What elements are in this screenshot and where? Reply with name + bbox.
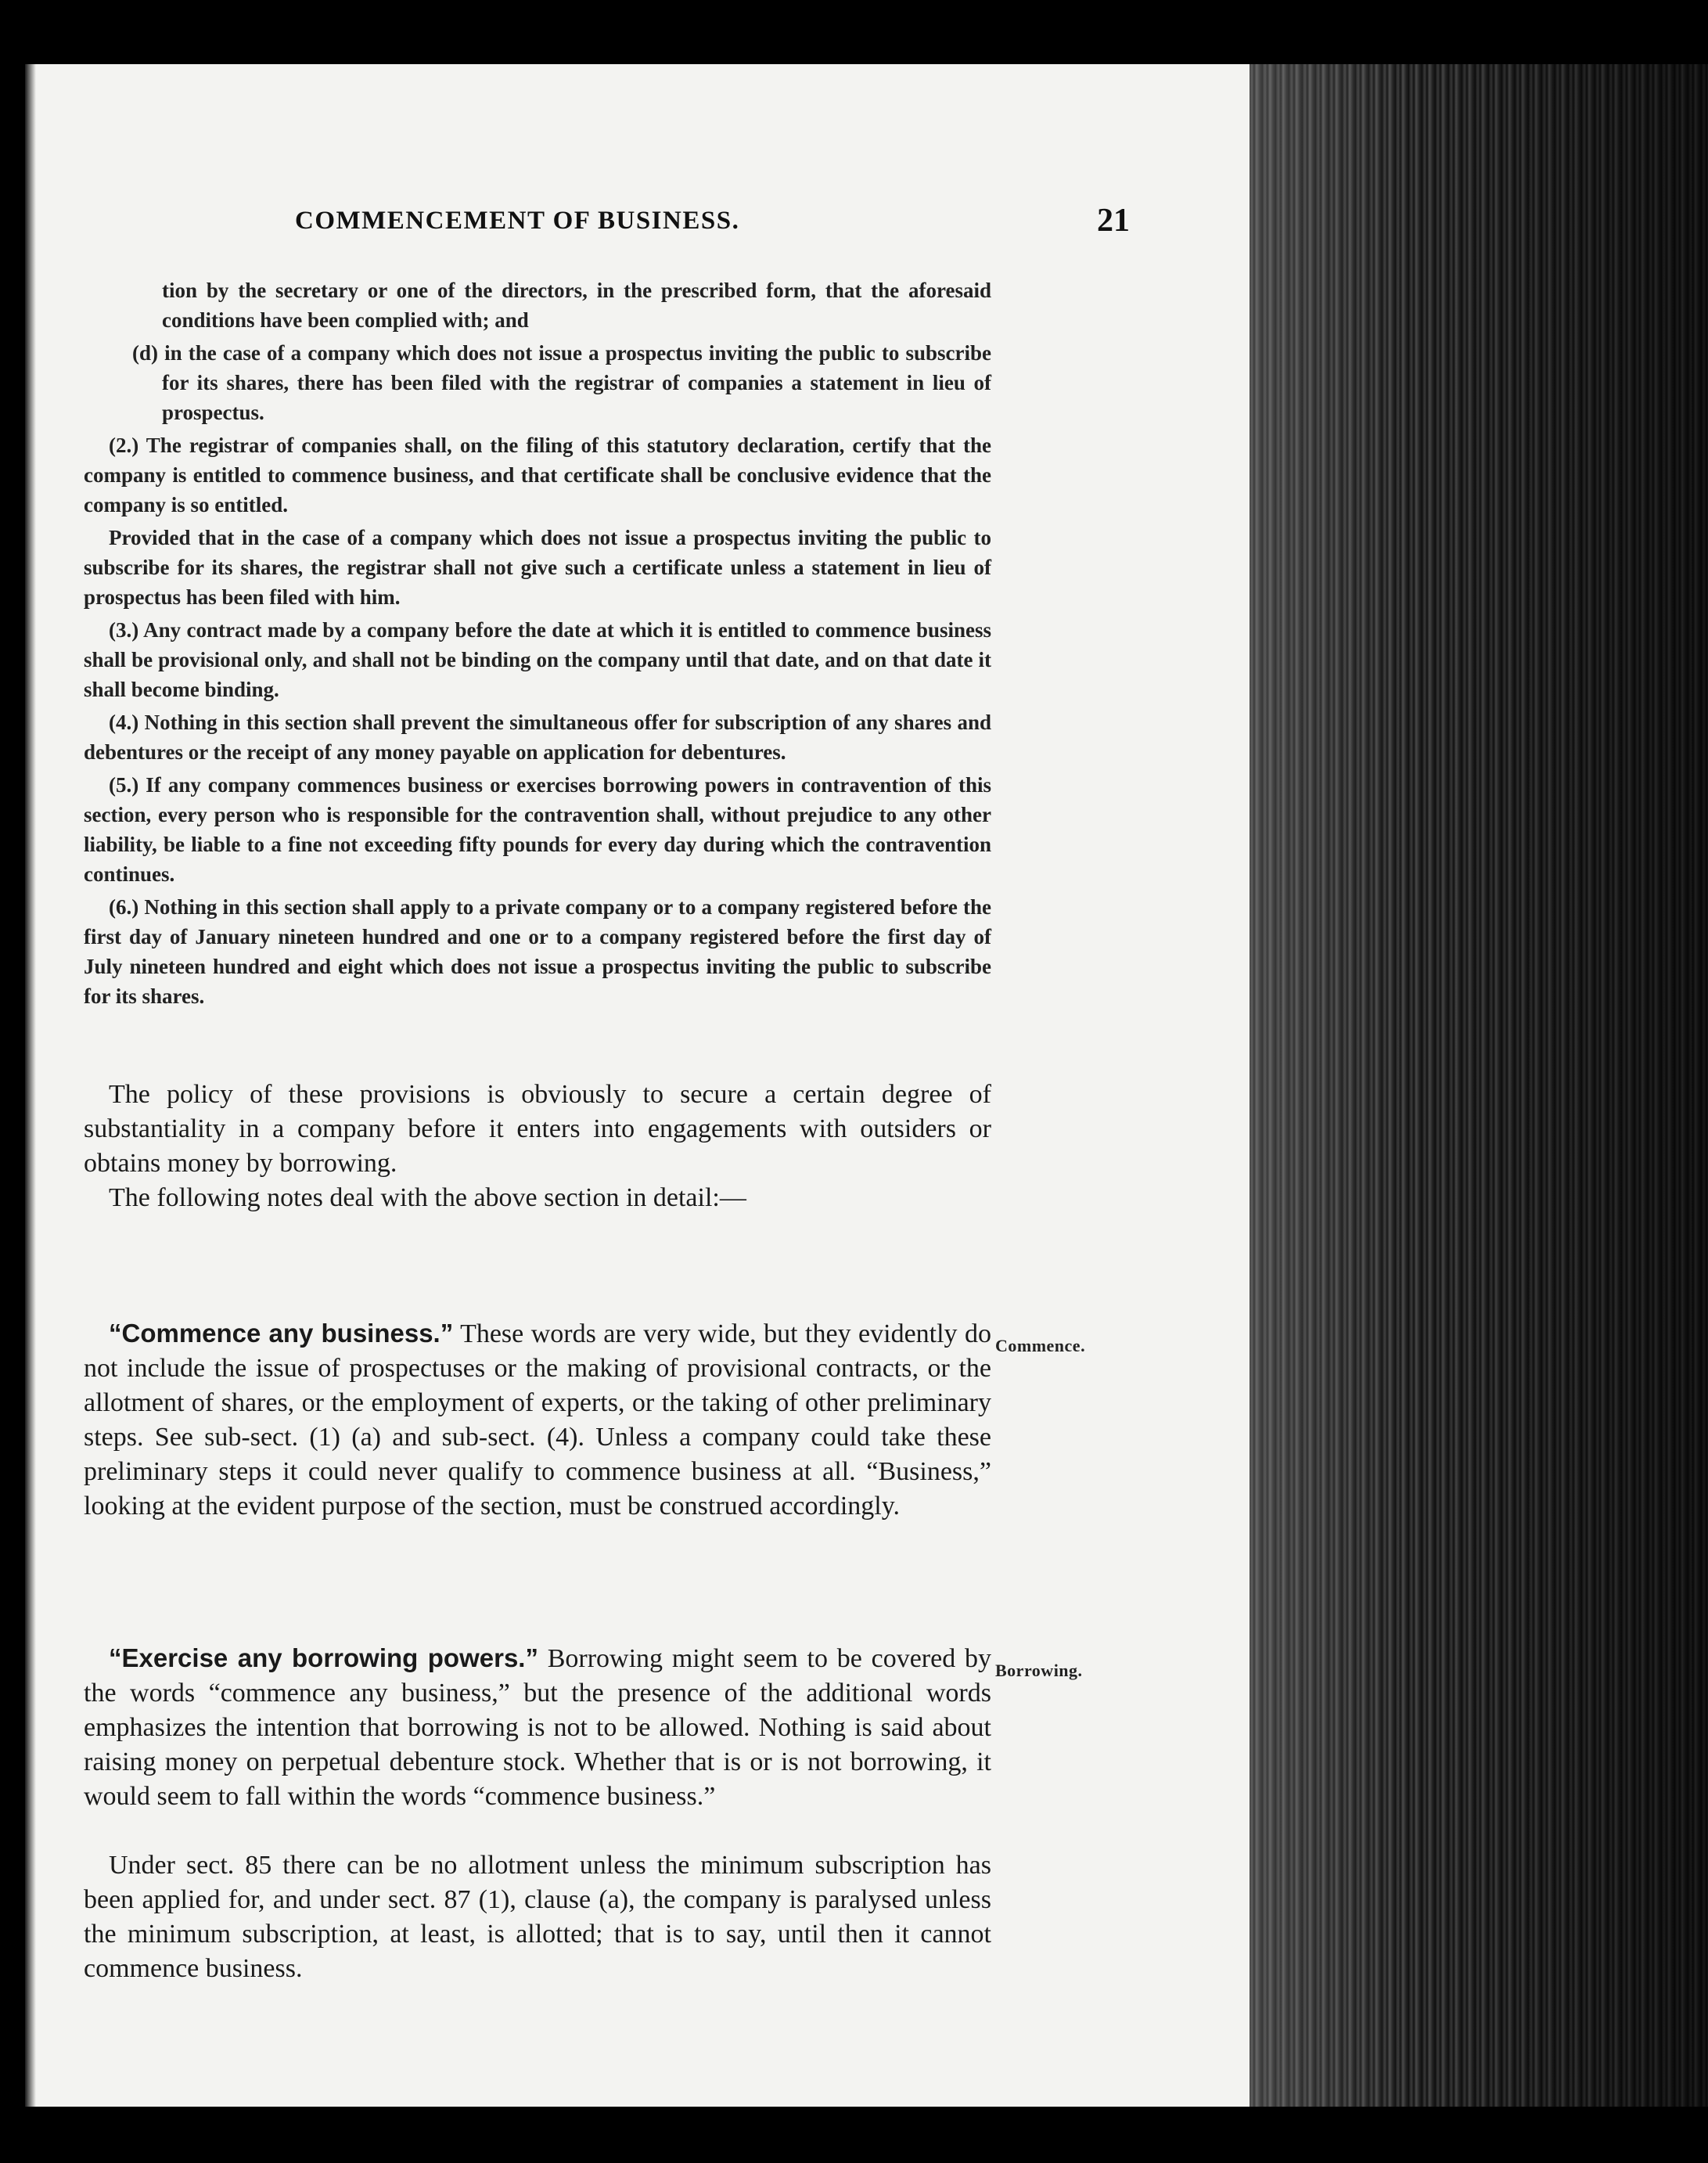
- commentary: [84, 1078, 991, 1215]
- note-text: These words are very wide, but they evidently do not include the issue of prospectuses or the making of provisional contracts, or the allotment of shares, or the employment of experts, or the taking of other preliminary steps. See sub-sect. (1) (a) and sub-sect. (4). Unless a company could take these preliminary steps it could never qualify to commence business at all. “Business,” looking at the evident purpose of the section, must be construed accordingly.: [84, 1319, 991, 1521]
- statute-para-c-end: tion by the secretary or one of the directors, in the prescribed form, that the aforesaid conditions have been complied with; and: [162, 279, 991, 332]
- statute-subsection-5: (5.) If any company commences business or exercises borrowing powers in contravention of this section, every person who is responsible for the contravention shall, without prejudice to any other liability, be liable to a fine not exceeding fifty pounds for every day during which the contravention continues.: [84, 773, 991, 886]
- note-heading: “Commence any business.”: [109, 1319, 454, 1348]
- statute-subsection-4: (4.) Nothing in this section shall prevent the simultaneous offer for subscription of any shares and debentures or the receipt of any money payable on application for debentures.: [84, 711, 991, 764]
- note-text: Borrowing might seem to be covered by the words “commence any business,” but the presence of the additional words emphasizes the intention that borrowing is not to be allowed. Nothing is said about raising money on perpetual debenture stock. Whether that is or is not borrowing, it would seem to fall within the words “commence business.”: [84, 1644, 991, 1811]
- commentary-paragraph: The policy of these provisions is obviously to secure a certain degree of substantiality in a company before it enters into engagements with outsiders or obtains money by borrowing.: [84, 1080, 991, 1178]
- note-paragraph: [84, 1316, 991, 1524]
- note-commence: [84, 1316, 991, 1524]
- statute-proviso: Provided that in the case of a company which does not issue a prospectus inviting the public to subscribe for its shares, the registrar shall not give such a certificate unless a statement in lieu of prospectus has been filed with him.: [84, 526, 991, 609]
- note-heading: “Exercise any borrowing powers.”: [109, 1643, 538, 1672]
- note-allotment: [84, 1848, 991, 1986]
- margin-note-commence: Commence.: [995, 1336, 1086, 1355]
- statute-subsection-3: (3.) Any contract made by a company before the date at which it is entitled to commence business shall be provisional only, and shall not be binding on the company until that date, and on that date it shall become binding.: [84, 618, 991, 701]
- running-title: COMMENCEMENT OF BUSINESS.: [295, 207, 740, 235]
- statute-subsection-2: (2.) The registrar of companies shall, on the filing of this statutory declaration, certify that the company is entitled to commence business, and that certificate shall be conclusive evidence that the company is so entitled.: [84, 434, 991, 516]
- statute-para-d: (d) in the case of a company which does not issue a prospectus inviting the public to subscribe for its shares, there has been filed with the registrar of companies a statement in lieu of prospectus.: [132, 341, 991, 424]
- margin-note-borrowing: Borrowing.: [995, 1661, 1083, 1680]
- commentary-paragraph: The following notes deal with the above section in detail:—: [109, 1183, 746, 1212]
- book-page: [25, 64, 1250, 2107]
- statute-subsection-6: (6.) Nothing in this section shall apply to a private company or to a company registered before the first day of January nineteen hundred and one or to a company registered before the first day of July nineteen hundred and eight which does not issue a prospectus inviting the public to subscribe for its shares.: [84, 895, 991, 1008]
- note-paragraph: [84, 1641, 991, 1814]
- note-paragraph: Under sect. 85 there can be no allotment unless the minimum subscription has been applied for, and under sect. 87 (1), clause (a), the company is paralysed unless the minimum subscription, at least, is allotted; that is to say, until then it cannot commence business.: [84, 1851, 991, 1983]
- book-edge: [1250, 64, 1708, 2107]
- page-gutter-shadow: [25, 64, 36, 2107]
- statute-text: [84, 275, 991, 1014]
- note-borrowing: [84, 1641, 991, 1814]
- page-number: 21: [1097, 203, 1130, 239]
